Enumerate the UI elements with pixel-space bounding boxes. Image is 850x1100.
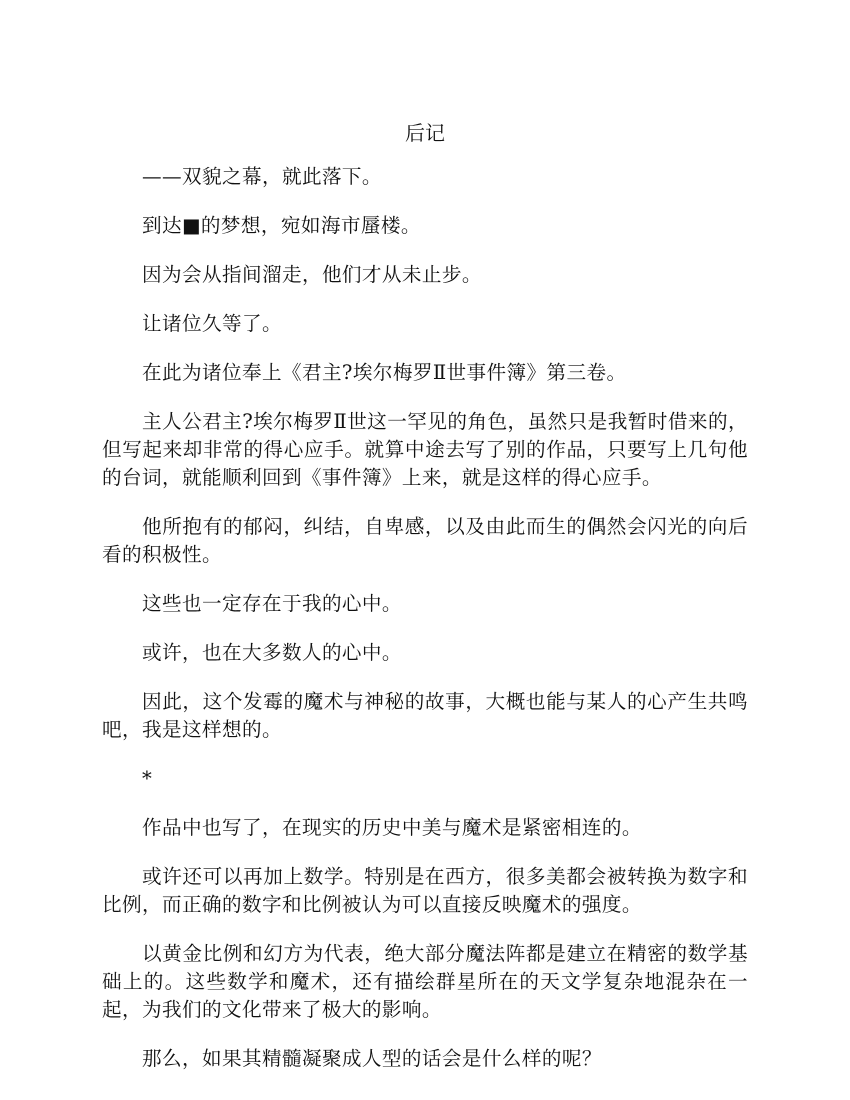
paragraph: 作品中也写了，在现实的历史中美与魔术是紧密相连的。 — [142, 816, 642, 839]
paragraph: 因此，这个发霉的魔术与神秘的故事，大概也能与某人的心产生共鸣吧，我是这样想的。 — [102, 690, 748, 741]
paragraph: 因为会从指间溜走，他们才从未止步。 — [142, 263, 482, 286]
paragraph: 让诸位久等了。 — [142, 312, 282, 335]
paragraph: ——双貌之幕，就此落下。 — [142, 165, 382, 188]
paragraph: 以黄金比例和幻方为代表，绝大部分魔法阵都是建立在精密的数学基础上的。这些数学和魔术，还有描绘群星所在的天文学复杂地混杂在一起，为我们的文化带来了极大的影响。 — [102, 942, 748, 1021]
paragraph: 他所抱有的郁闷，纠结，自卑感，以及由此而生的偶然会闪光的向后看的积极性。 — [102, 515, 748, 566]
paragraph: 或许还可以再加上数学。特别是在西方，很多美都会被转换为数字和比例，而正确的数字和比例被认为可以直接反映魔术的强度。 — [102, 865, 748, 916]
paragraph: 或许，也在大多数人的心中。 — [142, 641, 402, 664]
page-title: 后记 — [405, 121, 445, 145]
section-separator: * — [142, 767, 153, 790]
paragraph: 在此为诸位奉上《君主?埃尔梅罗Ⅱ世事件簿》第三卷。 — [142, 361, 627, 384]
paragraph: 这些也一定存在于我的心中。 — [142, 592, 402, 615]
document-body — [102, 163, 748, 1094]
paragraph: 到达■的梦想，宛如海市蜃楼。 — [142, 214, 421, 237]
paragraph: 主人公君主?埃尔梅罗Ⅱ世这一罕见的角色，虽然只是我暂时借来的，但写起来却非常的得心应手。就算中途去写了别的作品，只要写上几句他的台词，就能顺利回到《事件簿》上来，就是这样的得心应手。 — [102, 410, 748, 489]
paragraph: 那么，如果其精髓凝聚成人型的话会是什么样的呢？ — [142, 1047, 602, 1070]
